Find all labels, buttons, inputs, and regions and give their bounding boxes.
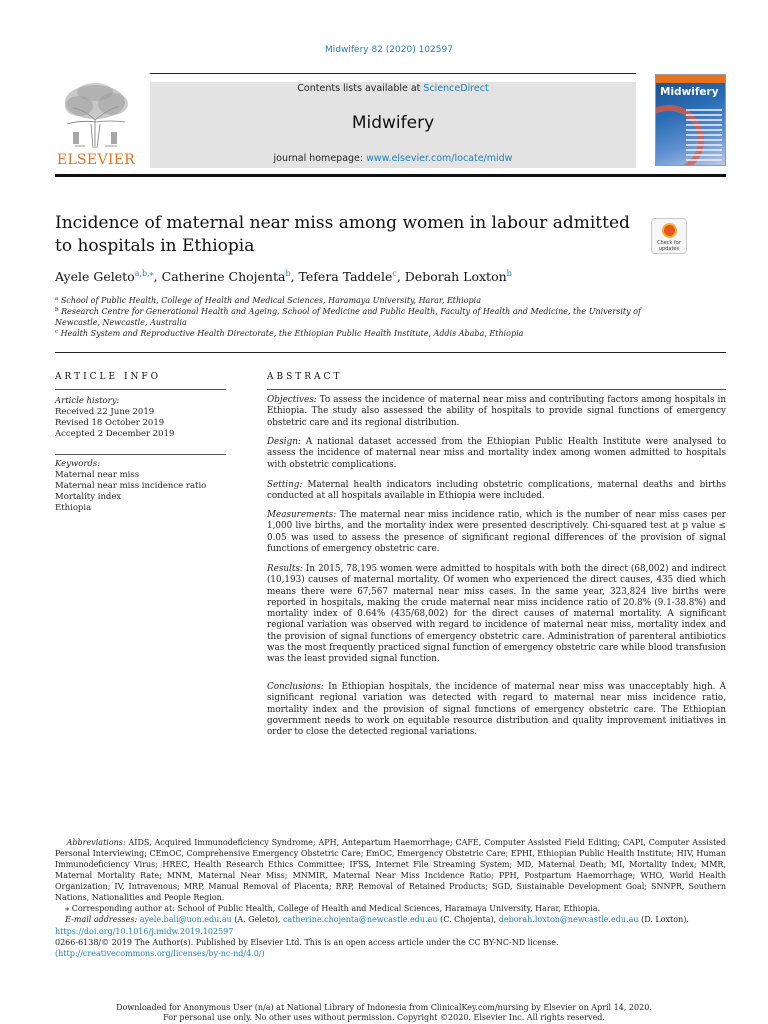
license-text: 0266-6138/© 2019 The Author(s). Published by Elsevier Ltd. This is an open access article under the CC BY-NC-ND license. xyxy=(55,938,559,947)
abstract-measurements xyxy=(267,510,726,555)
section-rule xyxy=(55,352,726,353)
contents-available-line xyxy=(150,83,636,94)
article-info-rule xyxy=(55,389,226,390)
header-bottom-rule xyxy=(55,174,726,177)
results-label: Results: xyxy=(267,564,303,574)
keyword-item: Ethiopia xyxy=(55,503,92,513)
author-name[interactable]: Deborah Loxton xyxy=(404,269,507,284)
abbreviations-text: AIDS, Acquired Immunodeficiency Syndrome; APH, Antepartum Haemorrhage; CAFÉ, Computer Assisted Field Editing; CAPI, Computer Assisted Personal Interviewing; CEmOC, Comprehensive Emergency Obstetric Care; EmOC, Emergency Obstetric Care; EPHI, Ethiopian Public Health Institute; HIV, Human Immunodeficiency Virus; HREC, Health Research Ethics Committee; IFSS, Internet File Streaming System; MD, Maternal Death; MI, Mortality Index; MMR, Maternal Mortality Rate; MNM, Maternal Near Miss; MNMIR, Maternal Near Miss Incidence Ratio; PPH, Postpartum Haemorrhage; WHO, World Health Organization; IV, Intravenous; MRP, Manual Removal of Placenta; RRP, Removal of Retained Products; SGD, Sustainable Development Goal; SNNPR, Southern Nations, Nationalities and People Region. xyxy=(55,838,727,902)
journal-homepage-line xyxy=(150,153,636,164)
abstract-results xyxy=(267,564,726,666)
author-affiliation-mark[interactable]: b xyxy=(506,269,512,278)
author-affiliation-mark[interactable]: a,b,⁎ xyxy=(134,269,154,278)
elsevier-wordmark: ELSEVIER xyxy=(56,152,136,168)
article-title: Incidence of maternal near miss among women in labour admitted to hospitals in Ethiopia xyxy=(55,213,630,256)
abstract-conclusions xyxy=(267,682,726,738)
setting-label: Setting: xyxy=(267,480,303,490)
measurements-label: Measurements: xyxy=(267,510,337,520)
article-info-heading: ARTICLE INFO xyxy=(55,372,162,382)
design-text: A national dataset accessed from the Ethiopian Public Health Institute were analysed to assess the incidence of maternal near miss and mortality index among women admitted to hospitals with obstetric complications. xyxy=(267,437,727,470)
journal-homepage-link[interactable]: www.elsevier.com/locate/midw xyxy=(366,153,513,164)
download-footer xyxy=(0,1003,768,1023)
keyword-item: Mortality index xyxy=(55,492,122,502)
author-affiliation-mark[interactable]: b xyxy=(285,269,291,278)
cover-top-strip xyxy=(656,75,726,83)
email-footnote xyxy=(55,914,726,925)
homepage-prefix: journal homepage: xyxy=(273,153,367,164)
author-separator: , xyxy=(153,269,162,284)
measurements-text: The maternal near miss incidence ratio, which is the number of near miss cases per 1,000 live births, and the mortality index were presented descriptively. Chi-squared test at p value ≤ 0.05 was used to assess the presence of significant regional differences of the provision of signal functions of emergency obstetric care. xyxy=(267,510,727,554)
email-owner: (D. Loxton). xyxy=(638,915,689,924)
corresponding-author-footnote xyxy=(55,903,726,914)
journal-citation[interactable]: Midwifery 82 (2020) 102597 xyxy=(325,45,453,55)
doi-license-block xyxy=(55,926,726,959)
abbreviations-footnote xyxy=(55,837,726,903)
accepted-date: Accepted 2 December 2019 xyxy=(55,429,175,439)
revised-date: Revised 18 October 2019 xyxy=(55,418,165,428)
abstract-setting xyxy=(267,480,726,503)
author-name[interactable]: Tefera Taddele xyxy=(298,269,393,284)
results-text: In 2015, 78,195 women were admitted to hospitals with both the direct (68,002) and indirect (10,193) causes of maternal mortality. Of women who experienced the direct causes, 435 died which means there were 67,567 maternal near miss cases. In the same year, 323,824 live births were reported in hospitals, making the crude maternal near miss incidence ratio of 20.8% (9.1-38.8%) and mortality index of 0.64% (435/68,002) for the direct causes of maternal mortality. A significant regional variation was observed with regard to incidence of maternal near miss, mortality index and the provision of signal functions of emergency obstetric care. Administration of parenteral antibiotics was the most frequently practiced signal function of emergency obstetric care while blood transfusion was the least provided signal function. xyxy=(267,564,726,665)
article-history-label: Article history: xyxy=(55,396,120,406)
author-name[interactable]: Ayele Geleto xyxy=(55,269,135,284)
setting-text: Maternal health indicators including obstetric complications, maternal deaths and births conducted at all hospitals available in Ethiopia were included. xyxy=(267,480,726,502)
footnotes xyxy=(55,837,726,925)
keyword-item: Maternal near miss xyxy=(55,470,140,480)
sciencedirect-link[interactable]: ScienceDirect xyxy=(423,83,489,94)
keyword-item: Maternal near miss incidence ratio xyxy=(55,481,207,491)
keywords-rule xyxy=(55,454,226,455)
abstract-heading: ABSTRACT xyxy=(267,372,343,382)
abstract-rule xyxy=(267,389,726,390)
email-link[interactable]: deborah.loxton@newcastle.edu.au xyxy=(498,915,639,924)
email-owner: (A. Geleto), xyxy=(231,915,283,924)
header-top-rule xyxy=(150,73,636,74)
design-label: Design: xyxy=(267,437,301,447)
author-list xyxy=(55,269,675,284)
license-link[interactable]: (http://creativecommons.org/licenses/by-nc-nd/4.0/) xyxy=(55,949,265,958)
affiliation-a: $^a$ School of Public Health, College of Health and Medical Sciences, Haramaya University, Harar, Ethiopia xyxy=(55,296,481,305)
author-separator: , xyxy=(396,269,405,284)
abbreviations-label: Abbreviations: xyxy=(66,838,126,847)
journal-cover-image[interactable] xyxy=(655,74,726,166)
check-updates-label: Check for updates xyxy=(657,240,681,252)
conclusions-text: In Ethiopian hospitals, the incidence of maternal near miss was unacceptably high. A significant regional variation was detected with regard to maternal near miss incidence ratio, mortality index and the provision of signal functions of emergency obstetric care. The Ethiopian government needs to work on equitable resource distribution and quality improvement initiatives in order to close the detected regional variations. xyxy=(267,682,726,738)
check-for-updates-badge[interactable] xyxy=(651,218,687,254)
corresponding-text: Corresponding author at: School of Public Health, College of Health and Medical Sciences, Haramaya University, Harar, Ethiopia. xyxy=(71,904,601,913)
objectives-text: To assess the incidence of maternal near miss and contributing factors among hospitals in Ethiopia. The study also assessed the ability of hospitals to provide signal functions of emergency obstetric care and its regional distribution. xyxy=(267,395,726,428)
check-updates-icon xyxy=(662,223,677,238)
author-name[interactable]: Catherine Chojenta xyxy=(161,269,286,284)
affiliation-c: $^c$ Health System and Reproductive Health Directorate, the Ethiopian Public Health Institute, Addis Ababa, Ethiopia xyxy=(55,329,524,338)
keywords-label: Keywords: xyxy=(55,459,101,469)
author-separator: , xyxy=(290,269,299,284)
email-link[interactable]: catherine.chojenta@newcastle.edu.au xyxy=(282,915,438,924)
journal-title: Midwifery xyxy=(351,113,435,133)
cover-text-block xyxy=(686,109,722,161)
email-link[interactable]: ayele.bali@uon.edu.au xyxy=(139,915,232,924)
footer-download-line: Downloaded for Anonymous User (n/a) at National Library of Indonesia from ClinicalKey.com/nursing by Elsevier on April 14, 2020. xyxy=(116,1003,652,1012)
conclusions-label: Conclusions: xyxy=(267,682,324,692)
objectives-label: Objectives: xyxy=(267,395,317,405)
doi-link[interactable]: https://doi.org/10.1016/j.midw.2019.102597 xyxy=(55,927,234,936)
cover-title: Midwifery xyxy=(660,86,719,98)
email-owner: (C. Chojenta), xyxy=(437,915,499,924)
corresponding-mark: ⁎ xyxy=(65,904,70,913)
abstract-design xyxy=(267,437,726,471)
contents-prefix: Contents lists available at xyxy=(297,83,424,94)
affiliation-b: $^b$ Research Centre for Generational Health and Ageing, School of Medicine and Public Health, Faculty of Health and Medicine, the University of Newcastle, Newcastle, Australia xyxy=(55,307,641,327)
footer-copyright-line: For personal use only. No other uses without permission. Copyright ©2020. Elsevier Inc. All rights reserved. xyxy=(163,1013,605,1022)
email-label: E-mail addresses: xyxy=(65,915,138,924)
received-date: Received 22 June 2019 xyxy=(55,407,155,417)
abstract-objectives xyxy=(267,395,726,429)
author-affiliation-mark[interactable]: c xyxy=(392,269,397,278)
